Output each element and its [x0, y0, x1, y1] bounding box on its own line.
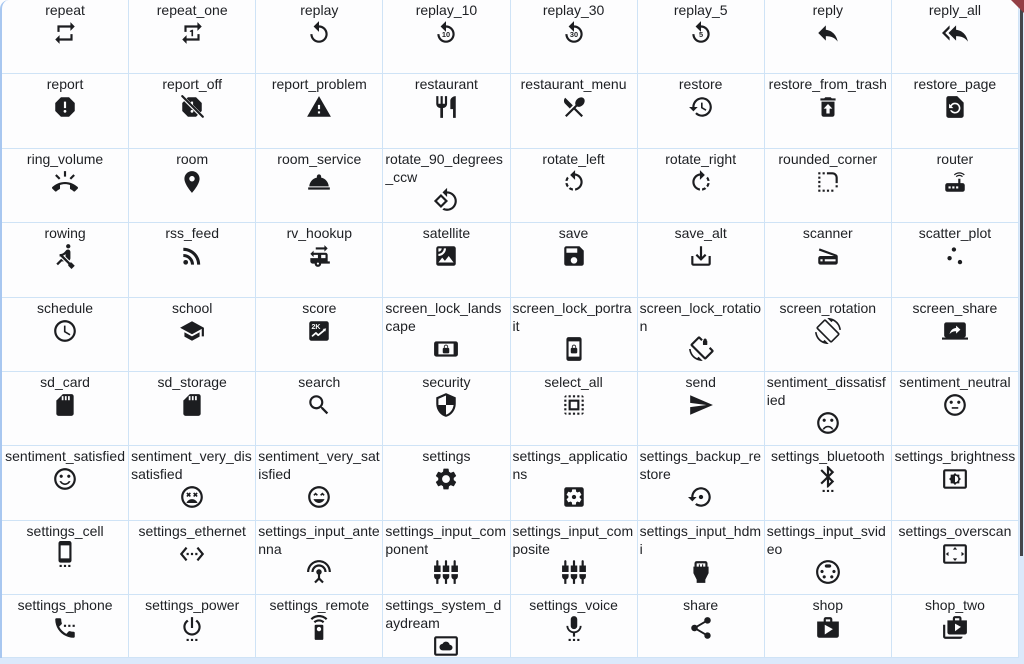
icon-label: satellite: [422, 225, 471, 242]
cell-settings_ethernet[interactable]: [129, 521, 256, 595]
icon-label: settings_ethernet: [138, 522, 246, 539]
cell-report_problem[interactable]: [256, 74, 383, 148]
replay-10-icon: [433, 19, 459, 46]
icon-label: settings_system_daydream: [385, 597, 502, 632]
cell-sentiment_neutral[interactable]: [892, 372, 1019, 446]
cell-settings_input_svideo[interactable]: [765, 521, 892, 595]
icon-label: replay: [300, 2, 339, 18]
icon-label: settings_applications: [512, 448, 628, 483]
sentiment-dissatisfied-icon: [815, 409, 841, 436]
icon-label: reply: [812, 2, 843, 18]
cell-report[interactable]: [2, 74, 129, 148]
icon-label: restore_from_trash: [768, 76, 887, 93]
vertical-scrollbar[interactable]: [1020, 0, 1023, 556]
svg-text:2K: 2K: [311, 323, 321, 331]
report-icon: [52, 93, 78, 120]
restore-page-icon: [942, 93, 968, 120]
cell-sd_card[interactable]: [2, 372, 129, 446]
icon-label: settings_input_svideo: [766, 522, 886, 557]
screen-rotation-icon: [815, 317, 841, 344]
svg-text:10: 10: [442, 29, 451, 39]
cell-rss_feed[interactable]: [129, 223, 256, 297]
cell-restaurant[interactable]: [383, 74, 510, 148]
icon-label: sd_card: [40, 373, 90, 390]
replay-30-icon: [561, 19, 587, 46]
cell-restore_page[interactable]: [892, 74, 1019, 148]
sd-card-icon: [52, 391, 78, 418]
settings-input-antenna-icon: [306, 558, 332, 585]
settings-ethernet-icon: [179, 540, 205, 567]
icon-label: sentiment_neutral: [899, 373, 1011, 390]
cell-settings_input_composite[interactable]: [511, 521, 638, 595]
icon-label: screen_lock_rotation: [639, 299, 762, 334]
icon-label: sentiment_very_satisfied: [258, 448, 380, 483]
icon-label: settings_remote: [269, 597, 370, 614]
icon-label: report_off: [162, 76, 223, 93]
cell-settings_remote[interactable]: [256, 595, 383, 658]
reply-all-icon: [942, 19, 968, 46]
settings-input-svideo-icon: [815, 558, 841, 585]
shop-two-icon: [942, 614, 968, 641]
room-icon: [179, 168, 205, 195]
icon-label: repeat: [45, 2, 85, 18]
screen-lock-portrait-icon: [561, 335, 587, 362]
icon-label: rotate_90_degrees_ccw: [385, 150, 503, 185]
icon-label: sentiment_very_dissatisfied: [131, 448, 252, 483]
settings-overscan-icon: [942, 540, 968, 567]
cell-scanner[interactable]: [765, 223, 892, 297]
cell-repeat[interactable]: [2, 0, 129, 74]
cell-settings_applications[interactable]: [511, 446, 638, 520]
cell-rowing[interactable]: [2, 223, 129, 297]
cell-rotate_left[interactable]: [511, 149, 638, 223]
cell-settings_backup_restore[interactable]: [638, 446, 765, 520]
icon-label: rv_hookup: [286, 225, 352, 242]
svg-text:5: 5: [698, 29, 703, 39]
cell-room[interactable]: [129, 149, 256, 223]
cell-send[interactable]: [638, 372, 765, 446]
cell-settings_input_antenna[interactable]: [256, 521, 383, 595]
satellite-icon: [433, 242, 459, 269]
settings-bluetooth-icon: [815, 465, 841, 492]
icon-label: settings_bluetooth: [770, 448, 885, 465]
icon-label: report: [46, 76, 84, 93]
cell-reply_all[interactable]: [892, 0, 1019, 74]
repeat-icon: [52, 19, 78, 46]
cell-replay_30[interactable]: [511, 0, 638, 74]
icon-label: settings: [422, 448, 471, 465]
cell-router[interactable]: [892, 149, 1019, 223]
rowing-icon: [52, 242, 78, 269]
icon-label: replay_10: [415, 2, 478, 18]
cell-select_all[interactable]: [511, 372, 638, 446]
cell-scatter_plot[interactable]: [892, 223, 1019, 297]
icon-label: scatter_plot: [918, 225, 992, 242]
sd-storage-icon: [179, 391, 205, 418]
icon-label: save: [558, 225, 589, 242]
cell-settings_voice[interactable]: [511, 595, 638, 658]
cell-repeat_one[interactable]: [129, 0, 256, 74]
cell-rounded_corner[interactable]: [765, 149, 892, 223]
save-alt-icon: [688, 242, 714, 269]
icon-label: reply_all: [928, 2, 981, 18]
replay-icon: [306, 19, 332, 46]
save-icon: [561, 242, 587, 269]
cell-report_off[interactable]: [129, 74, 256, 148]
icon-label: screen_lock_landscape: [385, 299, 502, 334]
cell-shop[interactable]: [765, 595, 892, 658]
cell-settings_power[interactable]: [129, 595, 256, 658]
icon-label: school: [171, 299, 213, 316]
settings-voice-icon: [561, 614, 587, 641]
cell-settings_overscan[interactable]: [892, 521, 1019, 595]
cell-shop_two[interactable]: [892, 595, 1019, 658]
icon-label: rotate_left: [542, 150, 605, 167]
settings-remote-icon: [306, 614, 332, 641]
cell-sd_storage[interactable]: [129, 372, 256, 446]
icon-label: sd_storage: [157, 373, 227, 390]
icon-label: settings_power: [145, 597, 240, 614]
icon-label: scanner: [802, 225, 853, 242]
search-icon: [306, 391, 332, 418]
bottom-edge-border: [0, 658, 1024, 664]
icon-label: settings_input_composite: [512, 522, 634, 557]
icon-label: score: [302, 299, 337, 316]
restaurant-icon: [433, 93, 459, 120]
sentiment-neutral-icon: [942, 391, 968, 418]
room-service-icon: [306, 168, 332, 195]
rotate-90-degrees-ccw-icon: [433, 186, 459, 213]
ring-volume-icon: [52, 168, 78, 195]
icon-label: restore_page: [913, 76, 997, 93]
repeat-one-icon: [179, 19, 205, 46]
corner-accent: [1011, 0, 1024, 13]
icon-label: screen_share: [912, 299, 998, 316]
icon-label: ring_volume: [26, 150, 104, 167]
cell-rv_hookup[interactable]: [256, 223, 383, 297]
settings-phone-icon: [52, 614, 78, 641]
settings-applications-icon: [561, 483, 587, 510]
icon-label: select_all: [544, 373, 603, 390]
select-all-icon: [561, 391, 587, 418]
icon-label: share: [683, 597, 719, 614]
sentiment-very-satisfied-icon: [306, 483, 332, 510]
icon-label: screen_lock_portrait: [512, 299, 632, 334]
icon-label: room: [176, 150, 209, 167]
sentiment-very-dissatisfied-icon: [179, 483, 205, 510]
icon-label: search: [298, 373, 341, 390]
settings-power-icon: [179, 614, 205, 641]
cell-sentiment_dissatisfied[interactable]: [765, 372, 892, 446]
cell-rotate_right[interactable]: [638, 149, 765, 223]
cell-replay_5[interactable]: [638, 0, 765, 74]
icon-label: replay_5: [673, 2, 728, 18]
cell-settings_brightness[interactable]: [892, 446, 1019, 520]
cell-settings_system_daydream[interactable]: [383, 595, 510, 658]
cell-security[interactable]: [383, 372, 510, 446]
icon-label: replay_30: [542, 2, 605, 18]
settings-system-daydream-icon: [433, 632, 459, 658]
rotate-right-icon: [688, 168, 714, 195]
reply-icon: [815, 19, 841, 46]
icon-label: security: [422, 373, 471, 390]
scatter-plot-icon: [942, 242, 968, 269]
cell-screen_share[interactable]: [892, 298, 1019, 372]
icon-label: settings_backup_restore: [639, 448, 762, 483]
scanner-icon: [815, 242, 841, 269]
icon-label: repeat_one: [156, 2, 228, 18]
icon-label: settings_input_hdmi: [639, 522, 762, 557]
cell-room_service[interactable]: [256, 149, 383, 223]
cell-share[interactable]: [638, 595, 765, 658]
settings-input-component-icon: [433, 558, 459, 585]
cell-save_alt[interactable]: [638, 223, 765, 297]
schedule-icon: [52, 317, 78, 344]
icon-label: rss_feed: [165, 225, 220, 242]
cell-settings_cell[interactable]: [2, 521, 129, 595]
rss-feed-icon: [179, 242, 205, 269]
rounded-corner-icon: [815, 168, 841, 195]
icon-label: settings_input_antenna: [258, 522, 380, 557]
icon-label: shop_two: [924, 597, 985, 614]
cell-rotate_90_degrees_ccw[interactable]: [383, 149, 510, 223]
cell-replay_10[interactable]: [383, 0, 510, 74]
screen-lock-rotation-icon: [688, 335, 714, 362]
share-icon: [688, 614, 714, 641]
cell-sentiment_very_dissatisfied[interactable]: [129, 446, 256, 520]
cell-schedule[interactable]: [2, 298, 129, 372]
school-icon: [179, 317, 205, 344]
icon-label: room_service: [277, 150, 362, 167]
settings-icon: [433, 465, 459, 492]
icon-label: schedule: [37, 299, 94, 316]
icon-label: screen_rotation: [779, 299, 877, 316]
security-icon: [433, 391, 459, 418]
icon-label: report_problem: [271, 76, 367, 93]
cell-save[interactable]: [511, 223, 638, 297]
icon-label: send: [685, 373, 716, 390]
cell-restore[interactable]: [638, 74, 765, 148]
score-icon: [306, 317, 332, 344]
icon-label: restore: [678, 76, 723, 93]
cell-score[interactable]: [256, 298, 383, 372]
cell-sentiment_satisfied[interactable]: [2, 446, 129, 520]
icon-label: settings_phone: [17, 597, 113, 614]
cell-reply[interactable]: [765, 0, 892, 74]
icon-label: shop: [812, 597, 843, 614]
icon-label: settings_voice: [529, 597, 618, 614]
icon-label: rotate_right: [665, 150, 737, 167]
icon-label: sentiment_satisfied: [5, 448, 125, 465]
settings-cell-icon: [52, 540, 78, 567]
cell-screen_lock_rotation[interactable]: [638, 298, 765, 372]
icon-label: restaurant_menu: [520, 76, 627, 93]
cell-settings_input_hdmi[interactable]: [638, 521, 765, 595]
settings-backup-restore-icon: [688, 483, 714, 510]
settings-brightness-icon: [942, 465, 968, 492]
restore-from-trash-icon: [815, 93, 841, 120]
settings-input-composite-icon: [561, 558, 587, 585]
svg-text:30: 30: [569, 29, 578, 39]
cell-satellite[interactable]: [383, 223, 510, 297]
router-icon: [942, 168, 968, 195]
cell-sentiment_very_satisfied[interactable]: [256, 446, 383, 520]
report-off-icon: [179, 93, 205, 120]
icon-label: settings_cell: [26, 522, 104, 539]
cell-ring_volume[interactable]: [2, 149, 129, 223]
restore-icon: [688, 93, 714, 120]
send-icon: [688, 391, 714, 418]
cell-screen_lock_landscape[interactable]: [383, 298, 510, 372]
cell-restaurant_menu[interactable]: [511, 74, 638, 148]
icon-label: settings_brightness: [894, 448, 1016, 465]
cell-screen_lock_portrait[interactable]: [511, 298, 638, 372]
icon-label: settings_input_component: [385, 522, 507, 557]
restaurant-menu-icon: [561, 93, 587, 120]
cell-restore_from_trash[interactable]: [765, 74, 892, 148]
cell-settings_phone[interactable]: [2, 595, 129, 658]
icon-label: restaurant: [414, 76, 478, 93]
cell-settings[interactable]: [383, 446, 510, 520]
rv-hookup-icon: [306, 242, 332, 269]
replay-5-icon: [688, 19, 714, 46]
screen-lock-landscape-icon: [433, 335, 459, 362]
rotate-left-icon: [561, 168, 587, 195]
icon-label: save_alt: [674, 225, 727, 242]
cell-replay[interactable]: [256, 0, 383, 74]
icon-label: rounded_corner: [778, 150, 878, 167]
cell-settings_bluetooth[interactable]: [765, 446, 892, 520]
cell-search[interactable]: [256, 372, 383, 446]
screen-share-icon: [942, 317, 968, 344]
sentiment-satisfied-icon: [52, 465, 78, 492]
icon-label: router: [936, 150, 974, 167]
report-problem-icon: [306, 93, 332, 120]
cell-school[interactable]: [129, 298, 256, 372]
shop-icon: [815, 614, 841, 641]
icon-label: sentiment_dissatisfied: [766, 373, 886, 408]
settings-input-hdmi-icon: [688, 558, 714, 585]
cell-settings_input_component[interactable]: [383, 521, 510, 595]
cell-screen_rotation[interactable]: [765, 298, 892, 372]
icon-label: settings_overscan: [898, 522, 1012, 539]
icon-label: rowing: [44, 225, 86, 242]
